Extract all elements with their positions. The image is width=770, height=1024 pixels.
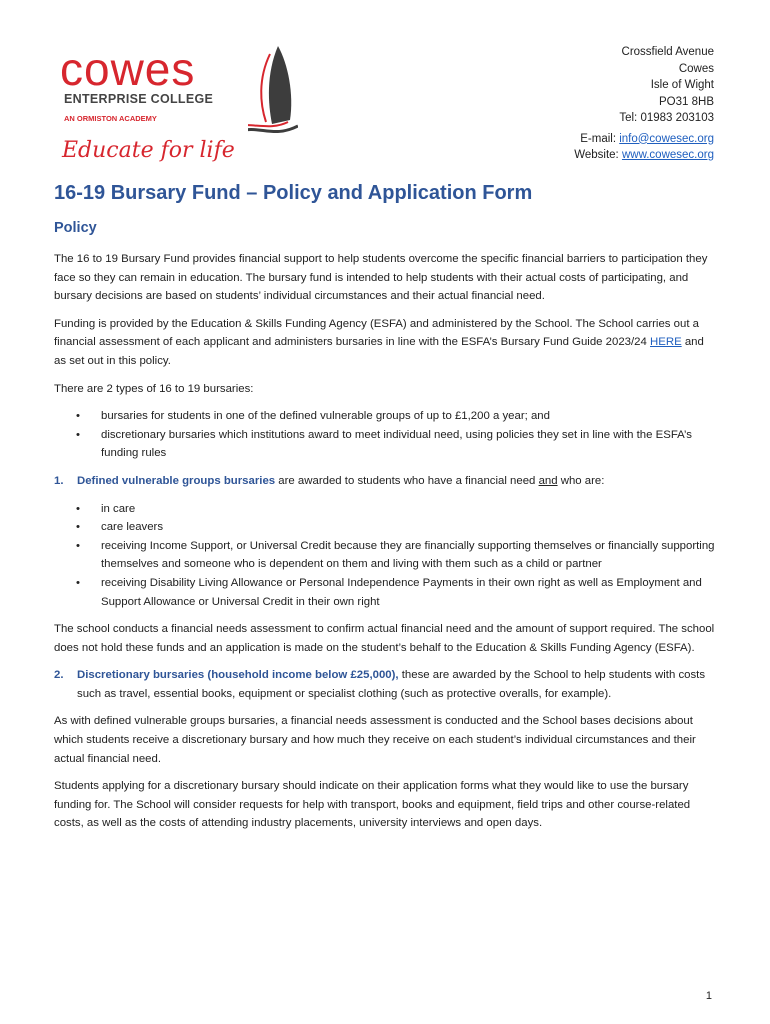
- logo-subtitle: ENTERPRISE COLLEGE: [64, 92, 214, 106]
- paragraph: The 16 to 19 Bursary Fund provides financial support to help students overcome the specific financial barriers to participation they face so they can remain in education. The bursary fund is intended to help students with their actual costs of participating, and bursary decisions are based on students’ individual circumstances and their actual financial need.: [54, 253, 708, 303]
- numbered-item-2: [54, 666, 718, 703]
- paragraph: Students applying for a discretionary bursary should indicate on their application forms what they would like to use the bursary funding for. The School will consider requests for help with transport, books and equipment, field trips and other course-related costs, as well as the costs of attending industry placements, university interviews and open days.: [54, 780, 691, 830]
- item-text: these are awarded by the School to help students with costs such as travel, essential books, equipment or specialist clothing (such as protective overalls, for example).: [77, 669, 706, 700]
- paragraph: There are 2 types of 16 to 19 bursaries:: [54, 382, 254, 395]
- school-address: [574, 44, 714, 164]
- email-link[interactable]: info@cowesec.org: [619, 132, 714, 145]
- guide-link[interactable]: HERE: [650, 336, 682, 349]
- logo-motto: Educate for life: [62, 138, 235, 163]
- paragraph: The school conducts a financial needs assessment to confirm actual financial need and the amount of support required. The school does not hold these funds and an application is made on the student’s behalf to the Education & Skills Funding Agency (ESFA).: [54, 623, 715, 654]
- sail-icon: [248, 44, 298, 139]
- paragraph-text: Funding is provided by the Education & Skills Funding Agency (ESFA) and administered by the School. The School carries out a financial assessment of each applicant and administers bursaries in line with the ESFA’s Bursary Fund Guide 2023/24: [54, 317, 699, 349]
- logo-academy: AN ORMISTON ACADEMY: [64, 114, 157, 123]
- website-link[interactable]: www.cowesec.org: [621, 149, 714, 161]
- item-number: 2.: [54, 669, 64, 682]
- address-line: Cowes: [678, 62, 714, 75]
- page-title: 16-19 Bursary Fund – Policy and Application Form: [54, 182, 533, 204]
- address-postcode: PO31 8HB: [659, 95, 714, 108]
- address-tel: Tel: 01983 203103: [619, 112, 714, 124]
- paragraph: As with defined vulnerable groups bursaries, a financial needs assessment is conducted and the School bases decisions about which students receive a discretionary bursary and how much they receive on each student’s individual circumstances and their actual financial need.: [54, 715, 696, 765]
- item-text: are awarded to students who have a financial need: [275, 474, 539, 487]
- list-item: • bursaries for students in one of the defined vulnerable groups of up to £1,200 a year; and: [54, 407, 718, 426]
- address-line: Isle of Wight: [650, 79, 714, 91]
- document-body: [54, 250, 718, 842]
- logo-wordmark: cowes: [60, 43, 196, 95]
- website-label: Website:: [574, 149, 622, 161]
- list-item: • care leavers: [54, 518, 718, 537]
- page-number: 1: [705, 990, 712, 1002]
- numbered-item-1: [54, 472, 718, 491]
- item-heading: Discretionary bursaries (household income below £25,000),: [77, 669, 399, 682]
- section-heading: Policy: [54, 220, 97, 236]
- vulnerable-groups-list: [54, 500, 718, 612]
- item-text: who are:: [557, 474, 605, 487]
- list-item: • receiving Disability Living Allowance or Personal Independence Payments in their own right as well as Employment and Support Allowance or Universal Credit in their own right: [54, 574, 718, 611]
- bursary-types-list: [54, 407, 718, 463]
- paragraph-text: and as set out in this policy.: [54, 336, 704, 367]
- college-logo: [58, 42, 278, 167]
- email-label: E-mail:: [580, 132, 620, 145]
- item-number: 1.: [54, 474, 64, 487]
- list-item: • receiving Income Support, or Universal Credit because they are financially supporting themselves or financially supporting themselves and someone who is dependent on them and living with them such as a child or partner: [54, 537, 718, 574]
- paragraph: [54, 315, 718, 371]
- address-line: Crossfield Avenue: [621, 46, 714, 58]
- list-item: • discretionary bursaries which institutions award to meet individual need, using policies they set in line with the ESFA’s funding rules: [54, 426, 718, 463]
- list-item: • in care: [54, 500, 718, 519]
- item-heading: Defined vulnerable groups bursaries: [77, 474, 276, 487]
- item-text-underlined: and: [538, 474, 558, 487]
